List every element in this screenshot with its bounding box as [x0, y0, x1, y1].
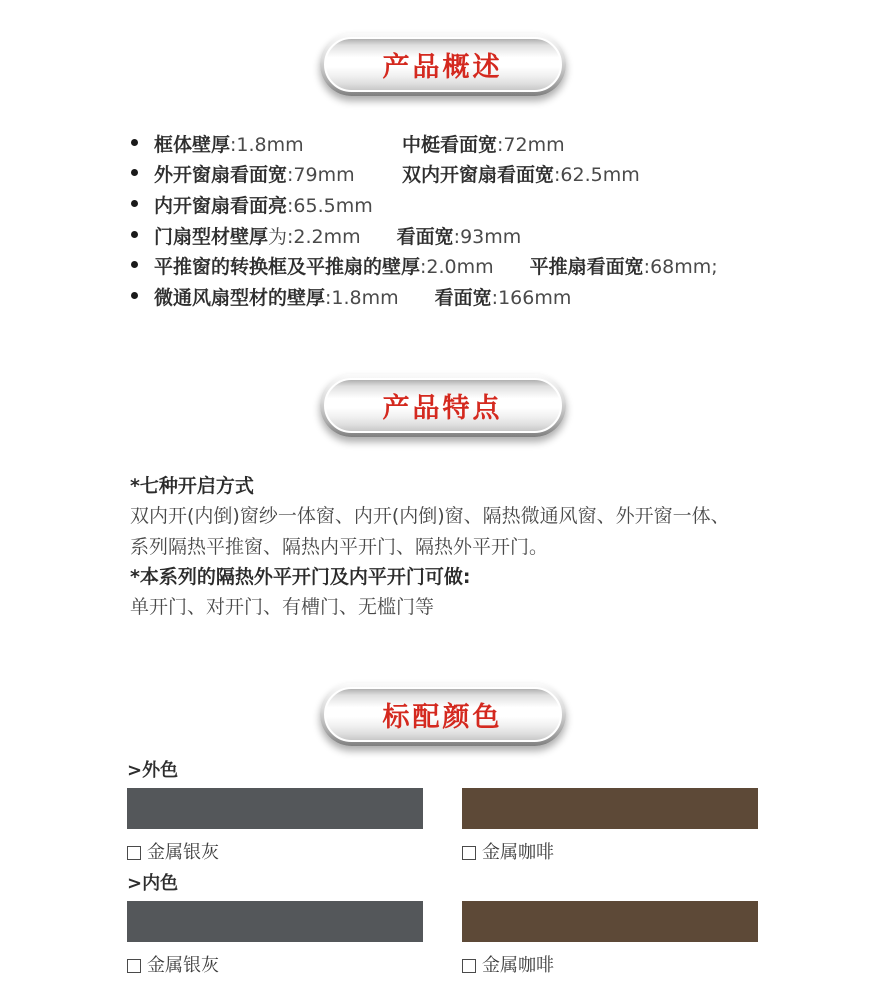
spec-text: [154, 191, 771, 218]
checkbox-icon: [127, 959, 141, 973]
swatch-name: 金属咖啡: [482, 955, 554, 976]
section-header-colors: [320, 683, 566, 746]
spec-value: :62.5mm: [554, 164, 640, 187]
bullet-icon: [131, 200, 138, 207]
bullet-icon: [131, 292, 138, 299]
color-swatch: [462, 788, 758, 829]
spec-text: [154, 160, 771, 187]
spec-value: :79mm: [287, 164, 355, 187]
section-title-features: 产品特点: [382, 393, 503, 424]
swatch-label: [462, 957, 758, 975]
color-swatch: [462, 901, 758, 942]
spec-value: :2.0mm: [420, 256, 494, 279]
spec-value: :68mm;: [643, 256, 718, 279]
spec-label: 看面宽: [396, 225, 454, 248]
spec-row: [131, 281, 771, 312]
swatch-label: [127, 957, 423, 975]
bullet-icon: [131, 139, 138, 146]
spec-label: 门扇型材壁厚: [154, 225, 269, 248]
swatch-label-row: [127, 957, 758, 975]
spec-label: 框体壁厚: [154, 133, 231, 156]
bullet-icon: [131, 231, 138, 238]
spec-row: [131, 189, 771, 220]
spec-value: :166mm: [491, 286, 572, 309]
swatch-label: [462, 844, 758, 862]
spec-text: [154, 283, 771, 310]
color-swatch: [127, 901, 423, 942]
spec-label: 微通风扇型材的壁厚: [154, 286, 326, 309]
bullet-icon: [131, 169, 138, 176]
section-header-features-face: [324, 378, 562, 433]
swatch-name: 金属银灰: [147, 842, 219, 863]
spec-row: [131, 128, 771, 159]
spec-second-column: [402, 160, 640, 187]
spec-second-column: [530, 256, 718, 278]
section-header-overview: [320, 33, 566, 96]
spec-label: 中梃看面宽: [402, 133, 498, 156]
section-title-overview: 产品概述: [382, 52, 503, 83]
section-header-overview-face: [324, 37, 562, 92]
spec-label: 外开窗扇看面宽: [154, 164, 288, 187]
spec-row: [131, 220, 771, 251]
color-swatch: [127, 788, 423, 829]
color-group-heading: >内色: [127, 873, 179, 894]
spec-value: :93mm: [453, 225, 522, 248]
checkbox-icon: [127, 846, 141, 860]
features-block: [130, 471, 770, 622]
spec-value: :72mm: [497, 133, 565, 156]
section-title-colors: 标配颜色: [382, 702, 503, 733]
swatch-label-row: [127, 844, 758, 862]
spec-second-column: [435, 287, 572, 309]
spec-label: 看面宽: [434, 286, 492, 309]
color-group-heading: >外色: [127, 760, 179, 781]
spec-value: :1.8mm: [230, 133, 304, 156]
colors-block: [127, 760, 758, 986]
spec-label: 平推窗的转换框及平推扇的壁厚: [154, 256, 421, 279]
swatch-name: 金属银灰: [147, 955, 219, 976]
spec-text: [154, 222, 771, 249]
spec-text: [154, 252, 771, 279]
section-header-features: [320, 374, 566, 437]
spec-text: [154, 130, 771, 157]
checkbox-icon: [462, 846, 476, 860]
feature-line: *本系列的隔热外平开门及内平开门可做:: [130, 565, 471, 588]
section-header-colors-face: [324, 687, 562, 742]
spec-value: 为:2.2mm: [268, 225, 361, 248]
swatch-label: [127, 844, 423, 862]
feature-line: *七种开启方式: [130, 475, 254, 497]
spec-row: [131, 159, 771, 190]
swatch-name: 金属咖啡: [482, 842, 554, 863]
spec-value: :1.8mm: [325, 286, 399, 309]
spec-label: 双内开窗扇看面宽: [402, 164, 555, 187]
spec-label: 平推扇看面宽: [529, 256, 644, 279]
feature-line: 单开门、对开门、有槽门、无槛门等: [130, 596, 435, 619]
spec-second-column: [402, 130, 565, 157]
feature-line: 系列隔热平推窗、隔热内平开门、隔热外平开门。: [130, 535, 549, 558]
spec-second-column: [397, 226, 522, 248]
swatch-row: [127, 901, 758, 942]
spec-value: :65.5mm: [287, 194, 373, 217]
bullet-icon: [131, 261, 138, 268]
checkbox-icon: [462, 959, 476, 973]
overview-list: [131, 128, 771, 312]
swatch-row: [127, 788, 758, 829]
feature-line: 双内开(内倒)窗纱一体窗、内开(内倒)窗、隔热微通风窗、外开窗一体、: [130, 505, 730, 528]
spec-label: 内开窗扇看面亮: [154, 194, 288, 217]
spec-row: [131, 250, 771, 281]
